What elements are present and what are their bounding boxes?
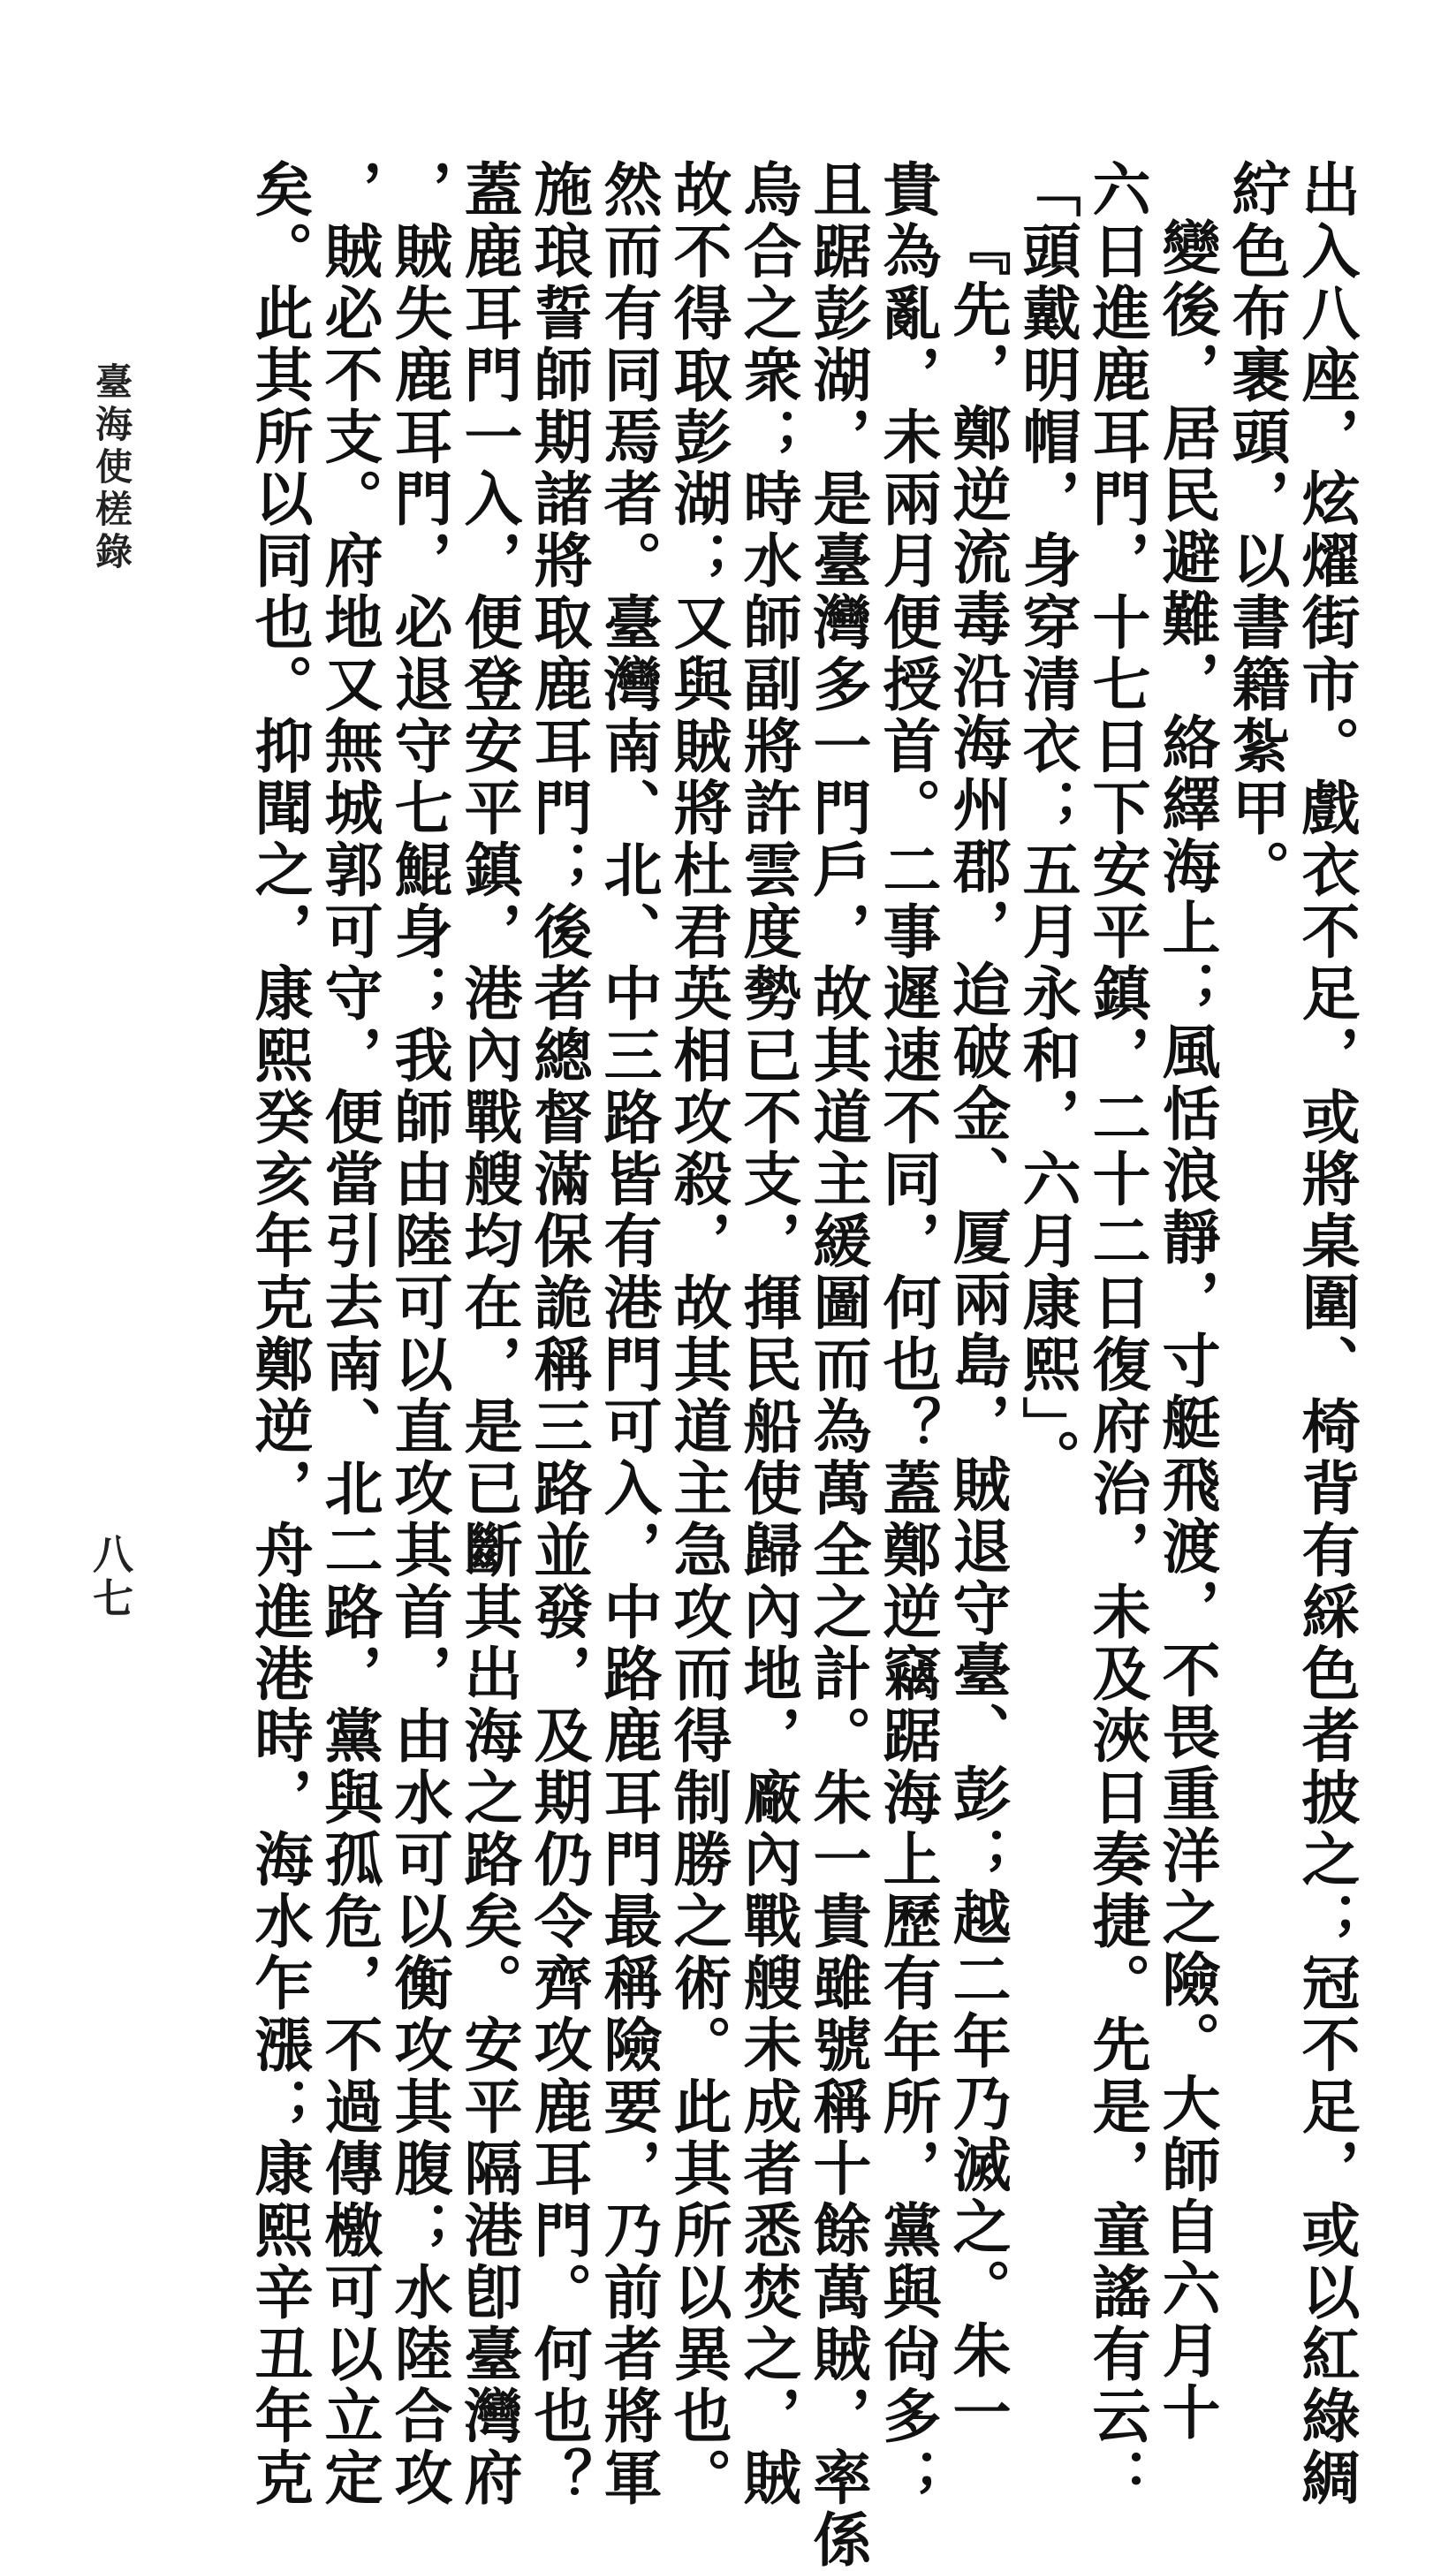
text-column: 「頭戴明帽，身穿清衣；五月永和，六月康熙」。 [1012,159,1081,1490]
text-column: 六日進鹿耳門，十七日下安平鎮，二十二日復府治，未及浹日奏捷。先是，童謠有云： [1082,159,1151,2509]
text-column: ，賊失鹿耳門，必退守七鯤身；我師由陸可以直攻其首，由水可以衡攻其腹；水陸合攻 [384,159,453,2509]
text-column: 施琅誓師期諸將取鹿耳門；後者總督滿保詭稱三路並發，及期仍令齊攻鹿耳門。何也？ [524,159,593,2509]
text-column: 蓋鹿耳門一入，便登安平鎮，港內戰艘均在，是已斷其出海之路矣。安平隔港卽臺灣府 [454,159,523,2509]
text-column: 出入八座，炫燿街市。戲衣不足，或將桌圍、椅背有綵色者披之；冠不足，或以紅綠綢 [1292,159,1361,2509]
text-column: 紵色布裹頭，以書籍紮甲。 [1222,159,1291,901]
page-number: 八七 [87,1533,134,1621]
text-column: 且踞彭湖，是臺灣多一門戶，故其道主緩圖而為萬全之計。朱一貴雖號稱十餘萬賊，率係 [803,159,872,2571]
text-column: 烏合之衆；時水師副將許雲度勢已不支，揮民船使歸內地，廠內戰艘未成者悉焚之，賊 [733,159,802,2509]
main-text [177,159,1361,2571]
text-column: 『先，鄭逆流毒沿海州郡，迨破金、厦兩島，賊退守臺、彭；越二年乃滅之。朱一 [943,217,1012,2444]
text-column: 貴為亂，未兩月便授首。二事遲速不同，何也？蓋鄭逆竊踞海上歷有年所，黨與尙多； [873,159,942,2509]
text-column: 變後，居民避難，絡繹海上；風恬浪靜，寸艇飛渡，不畏重洋之險。大師自六月十 [1152,217,1221,2444]
text-column: 矣。此其所以同也。抑聞之，康熙癸亥年克鄭逆，舟進港時，海水乍漲；康熙辛丑年克 [245,159,314,2509]
text-column: 然而有同焉者。臺灣南、北、中三路皆有港門可入，中路鹿耳門最稱險要，乃前者將軍 [594,159,663,2509]
running-header: 臺海使槎錄 [90,362,133,574]
text-column: ，賊必不支。府地又無城郭可守，便當引去南、北二路，黨與孤危，不過傳檄可以立定 [315,159,383,2509]
text-column: 故不得取彭湖；又與賊將杜君英相攻殺，故其道主急攻而得制勝之術。此其所以異也。 [664,159,732,2509]
